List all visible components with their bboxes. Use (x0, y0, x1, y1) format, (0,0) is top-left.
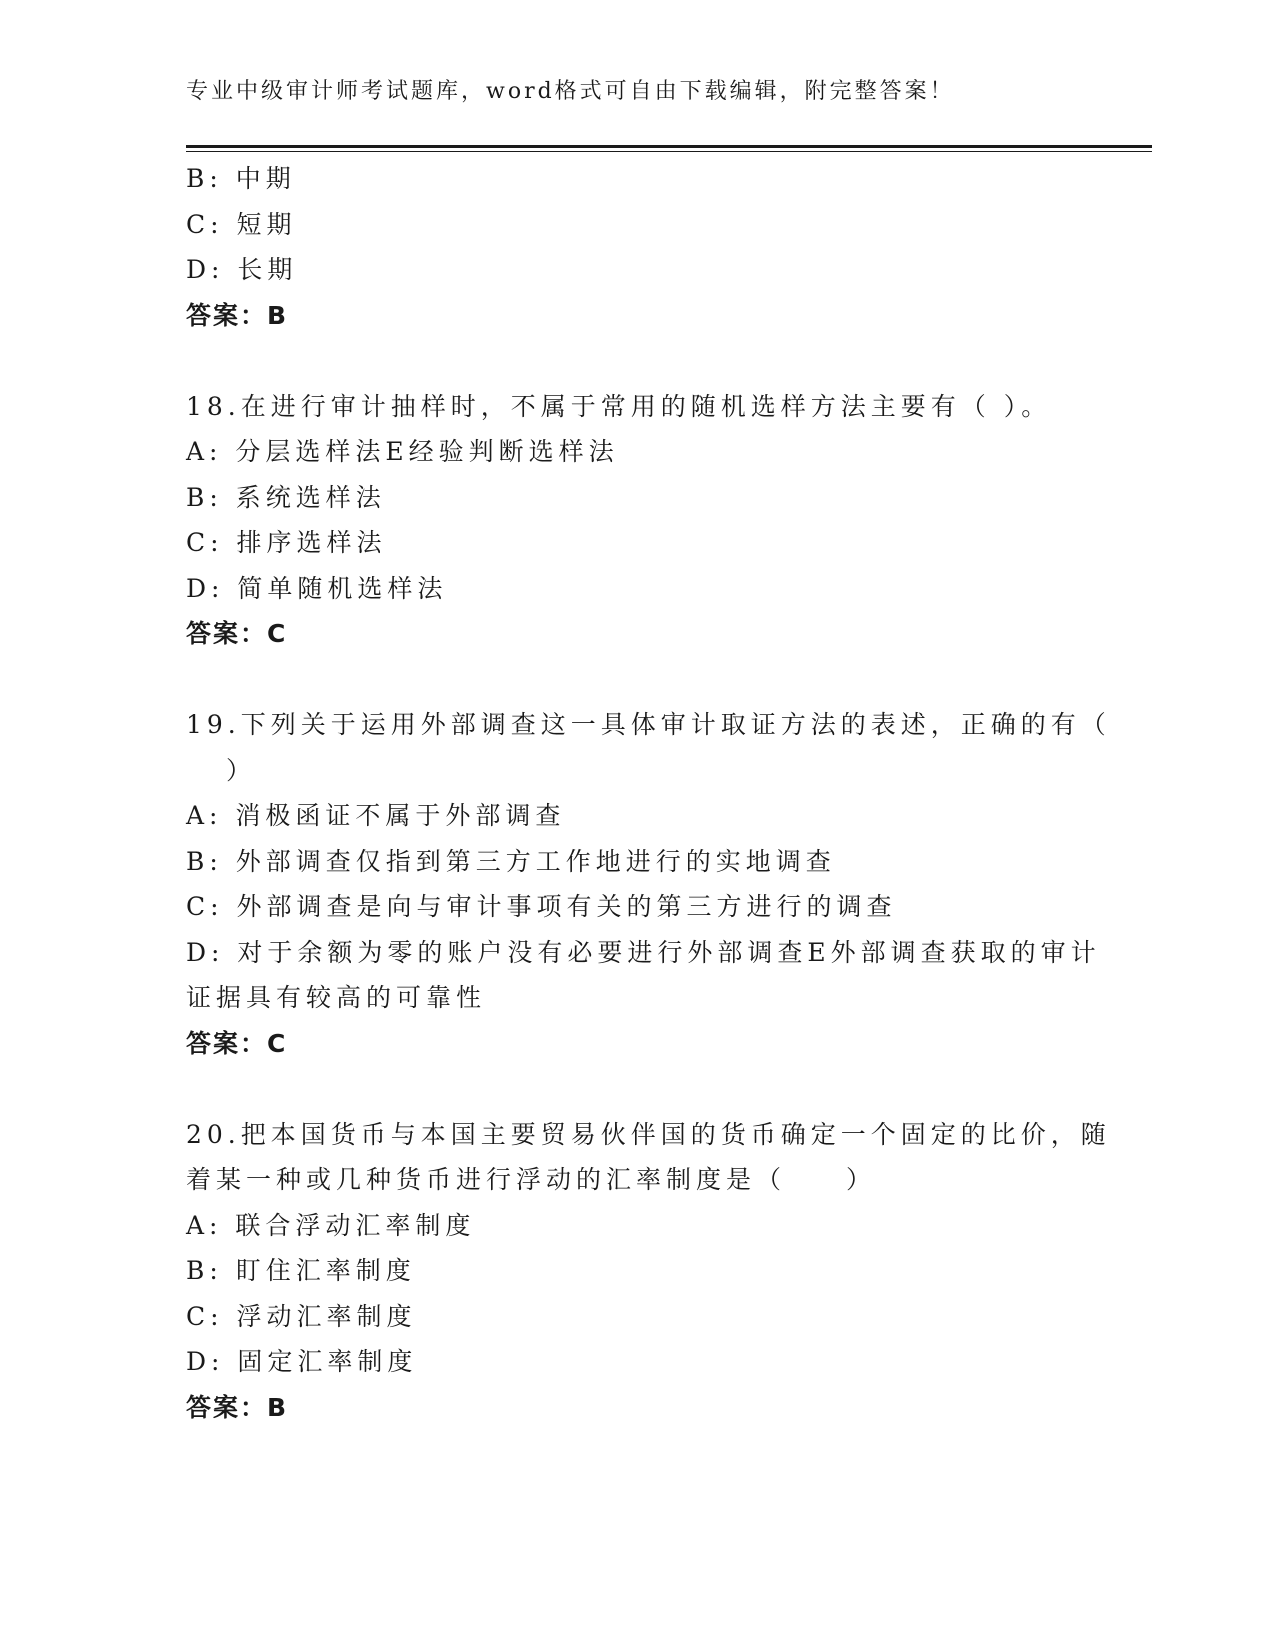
answer: 答案：B (186, 1392, 289, 1422)
option-d: D: 固定汇率制度 (186, 1347, 418, 1376)
option-d: D: 长期 (186, 255, 298, 284)
spacer (186, 1066, 1086, 1112)
option-b: B: 外部调查仅指到第三方工作地进行的实地调查 (186, 846, 836, 876)
question-19 (186, 702, 1111, 1066)
question-20 (186, 1112, 1111, 1431)
question-stem-continued: 着某一种或几种货币进行浮动的汇率制度是（ ） (186, 1165, 877, 1194)
question-stem: 18.在进行审计抽样时，不属于常用的随机选样方法主要有（ ）。 (186, 391, 1052, 421)
page-header: 专业中级审计师考试题库，word格式可自由下载编辑，附完整答案！ (186, 79, 955, 104)
question-stem-continued: ） (226, 755, 257, 785)
question-18 (186, 384, 1086, 657)
option-a: A: 消极函证不属于外部调查 (186, 801, 566, 830)
option-d: D: 对于余额为零的账户没有必要进行外部调查E外部调查获取的审计 (186, 937, 1101, 967)
spacer (186, 338, 1086, 384)
document-body (186, 156, 1111, 1430)
option-b: B: 盯住汇率制度 (186, 1256, 416, 1285)
answer: 答案：C (186, 1028, 288, 1058)
spacer (186, 657, 1086, 703)
question-stem: 20.把本国货币与本国主要贸易伙伴国的货币确定一个固定的比价，随 (186, 1119, 1111, 1149)
option-c: C: 外部调查是向与审计事项有关的第三方进行的调查 (186, 892, 897, 921)
option-d-continued: 证据具有较高的可靠性 (186, 983, 487, 1012)
header-rule-thin (186, 151, 1152, 152)
option-a: A: 联合浮动汇率制度 (186, 1210, 476, 1240)
question-stem: 19.下列关于运用外部调查这一具体审计取证方法的表述，正确的有（ (186, 710, 1111, 739)
option-c: C: 排序选样法 (186, 528, 387, 557)
option-c: C: 浮动汇率制度 (186, 1301, 417, 1331)
header-rule-thick (186, 145, 1152, 148)
answer: 答案：B (186, 300, 289, 330)
option-c: C: 短期 (186, 209, 297, 239)
answer: 答案：C (186, 619, 288, 648)
option-a: A: 分层选样法E经验判断选样法 (186, 437, 619, 466)
option-b: B: 中期 (186, 164, 296, 193)
option-b: B: 系统选样法 (186, 482, 386, 512)
option-d: D: 简单随机选样法 (186, 573, 448, 603)
question-17-continued (186, 156, 1086, 338)
